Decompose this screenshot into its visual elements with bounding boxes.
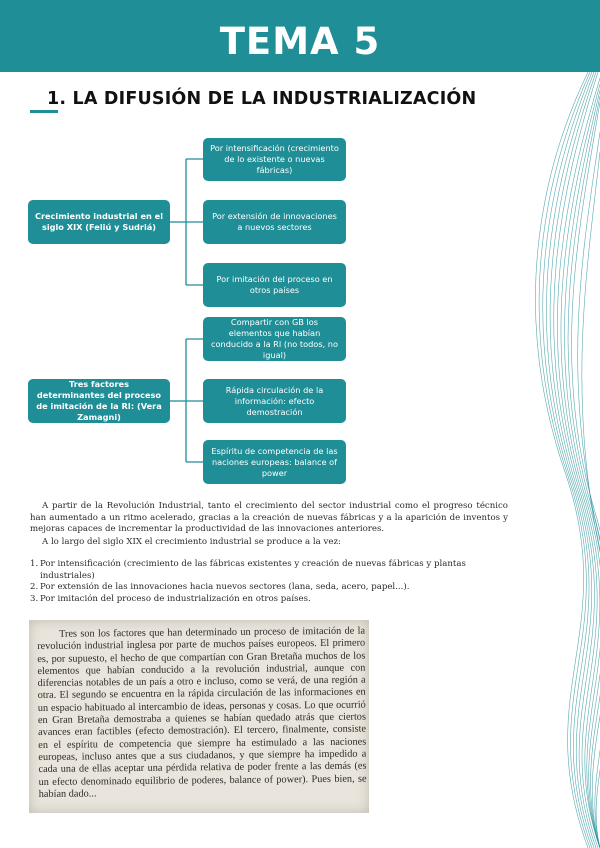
section-number-underline — [30, 110, 58, 113]
section-heading — [47, 89, 476, 109]
diagram-box-extension: Por extensión de innovaciones a nuevos sectores — [203, 200, 346, 244]
diagram-box-information: Rápida circulación de la información: efecto demostración — [203, 379, 346, 423]
list-item — [30, 559, 520, 582]
list-item-number: 1. — [30, 559, 39, 569]
list-item-text: Por extensión de las innovaciones hacia nuevos sectores (lana, seda, acero, papel...). — [40, 582, 410, 592]
decorative-wave-lines — [520, 72, 600, 848]
diagram-box-imitation: Por imitación del proceso en otros países — [203, 263, 346, 307]
list-item — [30, 594, 520, 606]
body-paragraph: A lo largo del siglo XIX el crecimiento industrial se produce a la vez: — [42, 537, 341, 547]
diagram-box-intensification: Por intensificación (crecimiento de lo existente o nuevas fábricas) — [203, 138, 346, 181]
diagram-box-share-elements: Compartir con GB los elementos que habían conducido a la RI (no todos, no igual) — [203, 317, 346, 361]
scanned-book-excerpt — [29, 620, 369, 813]
scanned-excerpt-paragraph: Tres son los factores que han determinado un proceso de imitación de la revolución industrial inglesa por parte de muchos países europeos. El primero es, por supuesto, el hecho de que compartían con Gran Bretaña muchos de los elementos que habían conducido a la revolución industrial, aunque con diferencias notables de un país a otro e incluso, como se verá, de una región a otra. El segundo se encuentra en la rápida circulación de las informaciones en un espacio habituado al intercambio de ideas, personas y cosas. Lo que ocurrió en Gran Bretaña demostraba a quienes se habían quedado atrás que ciertos avances eran factibles (efecto demostración). El tercero, finalmente, consiste en el espíritu de competencia que siempre ha estimulado a las naciones europeas, incluso antes que a sus ciudadanos, y que siempre ha impedido a cada una de ellas aceptar una pérdida relativa de poder frente a las demás (es un efecto denominado equilibrio de poderes, balance of power). Pues bien, se habían dado... — [37, 625, 367, 800]
page-title: TEMA 5 — [219, 20, 381, 63]
list-item — [30, 582, 520, 594]
section-title: LA DIFUSIÓN DE LA INDUSTRIALIZACIÓN — [72, 89, 477, 109]
scanned-excerpt-text — [37, 626, 367, 802]
diagram-root-box-growth: Crecimiento industrial en el siglo XIX (Feliú y Sudriá) — [28, 200, 170, 244]
list-item-text: Por imitación del proceso de industrialización en otros países. — [40, 593, 311, 604]
list-item-number: 2. — [30, 582, 39, 592]
body-paragraph: A partir de la Revolución Industrial, tanto el crecimiento del sector industrial como el progreso técnico han aumentado a un ritmo acelerado, gracias a la creación de nuevas fábricas y a la aparición de inventos y mejoras capaces de incrementar la productividad de las innovaciones anteriores. — [30, 501, 508, 534]
diagram-root-box-factors: Tres factores determinantes del proceso de imitación de la RI: (Vera Zamagni) — [28, 379, 170, 423]
diagram-box-competition: Espíritu de competencia de las naciones europeas: balance of power — [203, 440, 346, 484]
list-item-number: 3. — [30, 593, 39, 604]
section-number: 1. — [47, 89, 67, 109]
growth-list — [30, 556, 520, 605]
list-item-text: Por intensificación (crecimiento de las fábricas existentes y creación de nuevas fábricas y plantas industriales) — [40, 559, 466, 581]
